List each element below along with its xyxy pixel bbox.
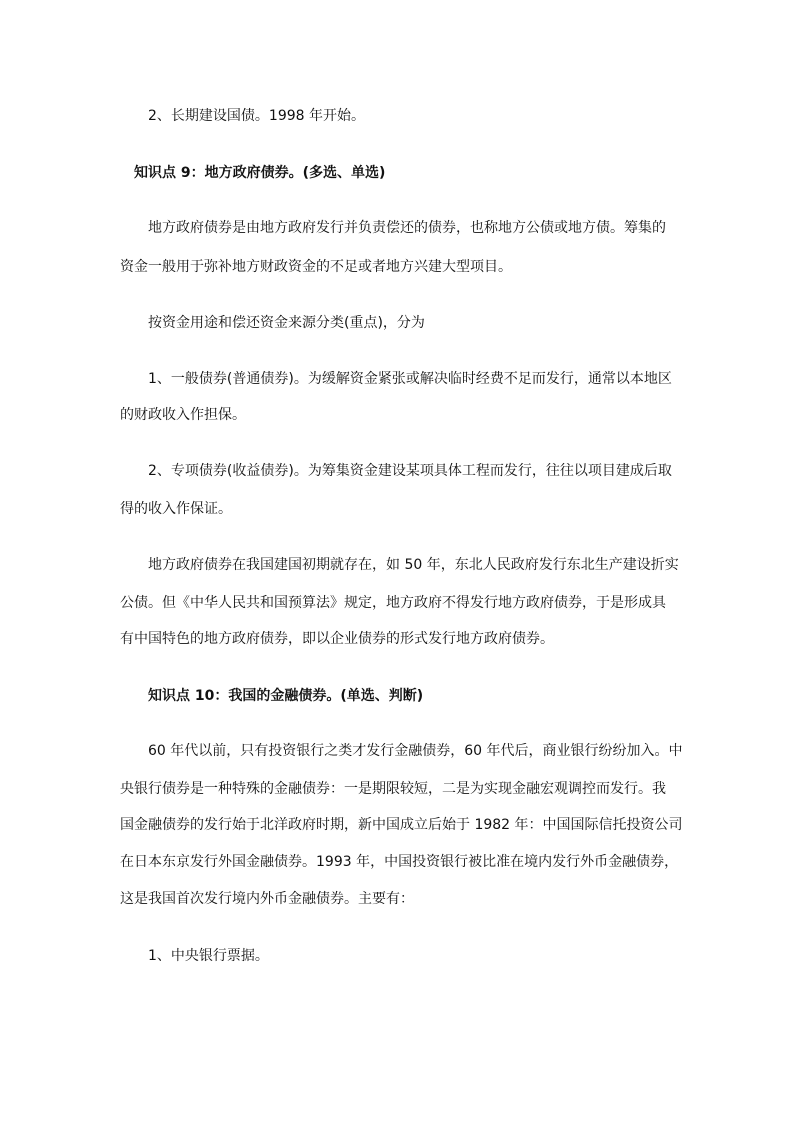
- paragraph-general-bonds-line-1: 1、一般债券(普通债券)。为缓解资金紧张或解决临时经费不足而发行，通常以本地区: [148, 371, 672, 387]
- paragraph-financial-bonds-line-5: 这是我国首次发行境内外币金融债券。主要有：: [120, 891, 414, 907]
- paragraph-local-bond-history-line-2: 公债。但《中华人民共和国预算法》规定，地方政府不得发行地方政府债券，于是形成具: [120, 595, 666, 611]
- paragraph-financial-bonds-line-1: 60 年代以前，只有投资银行之类才发行金融债券，60 年代后，商业银行纷纷加入。中: [148, 743, 683, 759]
- paragraph-classification-intro: 按资金用途和偿还资金来源分类(重点)，分为: [148, 315, 425, 331]
- heading-knowledge-point-9: 知识点 9：地方政府债券。(多选、单选): [134, 165, 386, 181]
- paragraph-local-bond-history-line-1: 地方政府债券在我国建国初期就存在，如 50 年，东北人民政府发行东北生产建设折实: [148, 557, 679, 573]
- paragraph-central-bank-bills: 1、中央银行票据。: [148, 948, 269, 964]
- paragraph-local-bond-history-line-3: 有中国特色的地方政府债券，即以企业债券的形式发行地方政府债券。: [120, 631, 554, 647]
- paragraph-special-bonds-line-2: 得的收入作保证。: [120, 501, 232, 517]
- paragraph-financial-bonds-line-3: 国金融债券的发行始于北洋政府时期，新中国成立后始于 1982 年：中国国际信托投资公司: [120, 817, 683, 833]
- heading-knowledge-point-10: 知识点 10：我国的金融债券。(单选、判断): [148, 688, 424, 704]
- paragraph-long-term-bonds: 2、长期建设国债。1998 年开始。: [148, 108, 365, 124]
- paragraph-local-bond-definition-line-1: 地方政府债券是由地方政府发行并负责偿还的债券，也称地方公债或地方债。筹集的: [148, 220, 666, 236]
- paragraph-special-bonds-line-1: 2、专项债券(收益债券)。为筹集资金建设某项具体工程而发行，往往以项目建成后取: [148, 463, 672, 479]
- paragraph-financial-bonds-line-4: 在日本东京发行外国金融债券。1993 年，中国投资银行被比准在境内发行外币金融债券，: [120, 854, 679, 870]
- paragraph-financial-bonds-line-2: 央银行债券是一种特殊的金融债券：一是期限较短，二是为实现金融宏观调控而发行。我: [120, 781, 666, 797]
- paragraph-general-bonds-line-2: 的财政收入作担保。: [120, 407, 246, 423]
- paragraph-local-bond-definition-line-2: 资金一般用于弥补地方财政资金的不足或者地方兴建大型项目。: [120, 259, 512, 275]
